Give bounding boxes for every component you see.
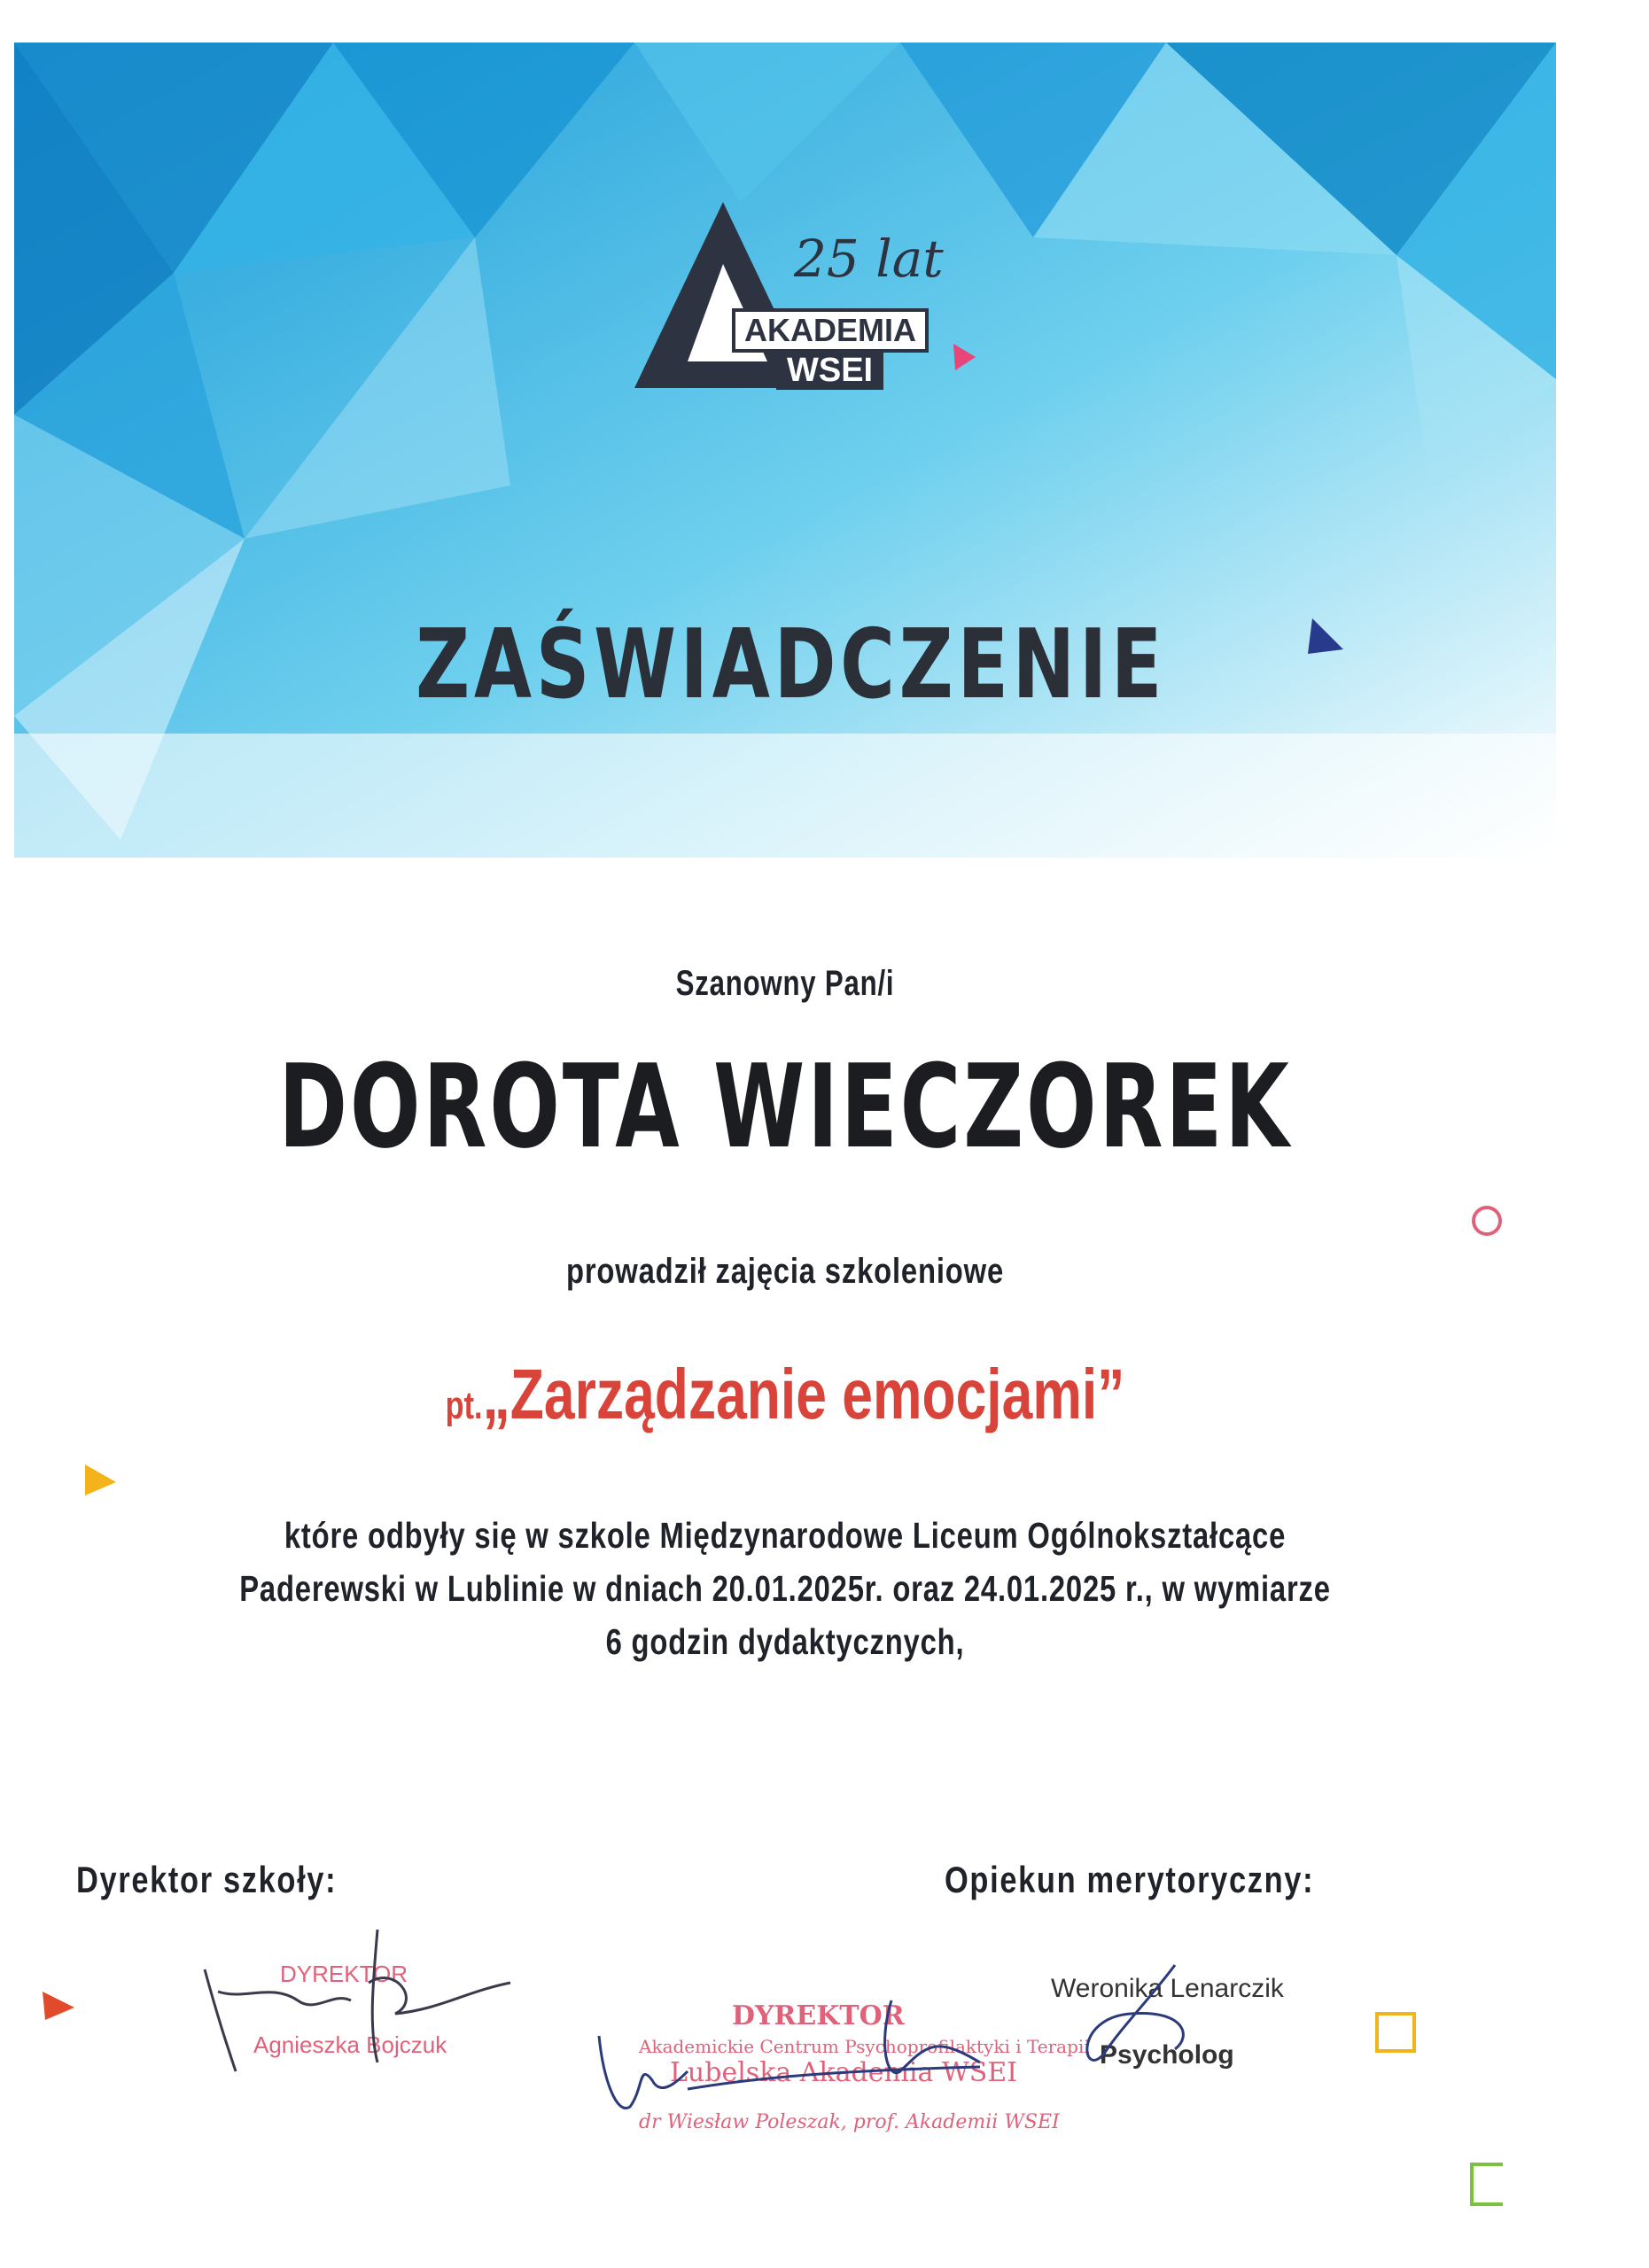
yellow-square-icon — [1377, 2014, 1414, 2051]
recipient-name: DOROTA WIECZOREK — [278, 1039, 1292, 1174]
description-line-1: które odbyły się w szkole Międzynarodowe Liceum Ogólnokształcące — [284, 1515, 1287, 1556]
description-line-2: Paderewski w Lublinie w dniach 20.01.2025r. oraz 24.01.2025 r., w wymiarze — [239, 1568, 1331, 1609]
logo-years: 25 lat — [794, 229, 944, 289]
logo-akademia: AKADEMIA — [732, 308, 929, 353]
stamp-director-title: DYREKTOR — [280, 1961, 408, 1987]
school-director-label: Dyrektor szkoły: — [76, 1859, 338, 1900]
pink-circle-icon — [1474, 1208, 1500, 1234]
yellow-triangle-icon — [85, 1464, 116, 1495]
certificate-page — [14, 43, 1556, 2268]
stamp3-name: Weronika Lenarczik — [1051, 1974, 1284, 2003]
topic-prefix: pt. — [445, 1384, 483, 1427]
decorative-shapes — [14, 43, 1556, 2268]
stamp2-title: DYREKTOR — [732, 2000, 905, 2031]
stamp3-role: Psycholog — [1100, 2040, 1234, 2070]
pink-triangle-icon — [953, 344, 976, 370]
supervisor-label: Opiekun merytoryczny: — [945, 1859, 1315, 1900]
green-bracket-icon — [1472, 2164, 1503, 2204]
stamp2-academy: Lubelska Akademia WSEI — [670, 2057, 1018, 2088]
navy-triangle-icon — [1308, 618, 1343, 654]
conducted-line: prowadził zajęcia szkoleniowe — [565, 1252, 1005, 1291]
red-triangle-icon — [43, 1992, 74, 2020]
topic-text: „Zarządzanie emocjami” — [482, 1355, 1125, 1433]
description-line-3: 6 godzin dydaktycznych, — [605, 1621, 965, 1662]
stamp-director-name: Agnieszka Bojczuk — [253, 2031, 447, 2058]
logo-wsei: WSEI — [776, 351, 883, 390]
certificate-title: ZAŚWIADCZENIE — [416, 610, 1167, 720]
stamp2-institution: Akademickie Centrum Psychoprofilaktyki i Terapii — [639, 2036, 1090, 2057]
stamp2-name: dr Wiesław Poleszak, prof. Akademii WSEI — [639, 2111, 1060, 2133]
greeting: Szanowny Pan/i — [675, 964, 895, 1003]
